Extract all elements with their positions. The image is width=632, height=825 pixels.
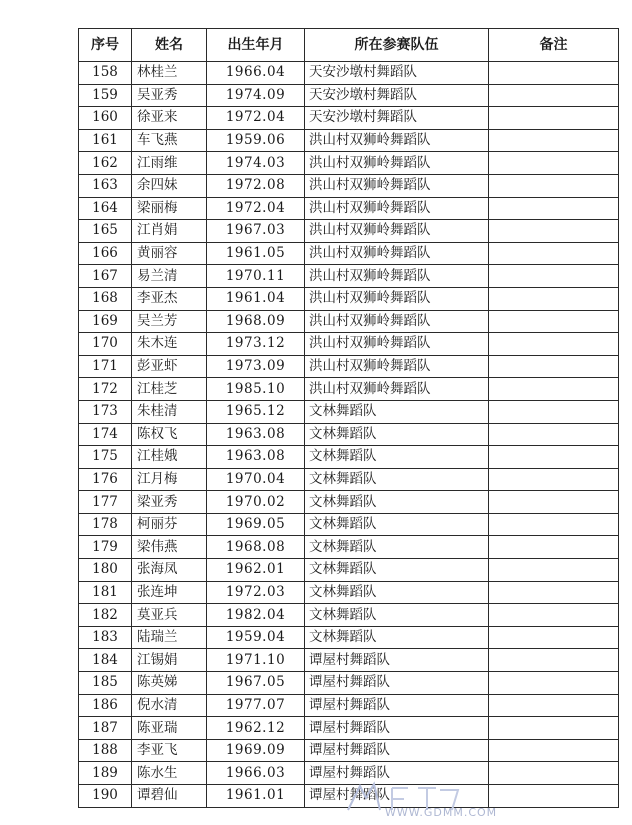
cell-birth: 1972.03 — [207, 581, 305, 604]
table-row — [79, 491, 619, 514]
cell-name: 陈英娣 — [132, 672, 207, 695]
cell-index: 175 — [79, 446, 132, 469]
cell-notes — [489, 559, 619, 582]
cell-team: 洪山村双狮岭舞蹈队 — [305, 242, 489, 265]
cell-notes — [489, 762, 619, 785]
cell-name: 张连坤 — [132, 581, 207, 604]
cell-index: 163 — [79, 174, 132, 197]
cell-notes — [489, 785, 619, 808]
cell-team: 文林舞蹈队 — [305, 423, 489, 446]
cell-notes — [489, 220, 619, 243]
cell-notes — [489, 626, 619, 649]
cell-name: 陈亚瑞 — [132, 717, 207, 740]
cell-notes — [489, 242, 619, 265]
cell-name: 梁亚秀 — [132, 491, 207, 514]
cell-birth: 1968.09 — [207, 310, 305, 333]
cell-index: 158 — [79, 62, 132, 85]
cell-birth: 1985.10 — [207, 378, 305, 401]
cell-birth: 1968.08 — [207, 536, 305, 559]
cell-team: 洪山村双狮岭舞蹈队 — [305, 378, 489, 401]
cell-notes — [489, 468, 619, 491]
cell-name: 吴兰芳 — [132, 310, 207, 333]
cell-team: 文林舞蹈队 — [305, 491, 489, 514]
cell-team: 洪山村双狮岭舞蹈队 — [305, 310, 489, 333]
cell-index: 173 — [79, 400, 132, 423]
cell-notes — [489, 604, 619, 627]
header-name: 姓名 — [132, 29, 207, 62]
cell-notes — [489, 400, 619, 423]
cell-name: 江锡娟 — [132, 649, 207, 672]
cell-name: 莫亚兵 — [132, 604, 207, 627]
table-row — [79, 423, 619, 446]
cell-birth: 1967.05 — [207, 672, 305, 695]
cell-team: 洪山村双狮岭舞蹈队 — [305, 152, 489, 175]
cell-index: 160 — [79, 107, 132, 130]
table-row — [79, 536, 619, 559]
cell-birth: 1982.04 — [207, 604, 305, 627]
cell-notes — [489, 536, 619, 559]
cell-notes — [489, 649, 619, 672]
table-row — [79, 468, 619, 491]
cell-team: 文林舞蹈队 — [305, 581, 489, 604]
cell-birth: 1972.04 — [207, 107, 305, 130]
table-row — [79, 581, 619, 604]
cell-index: 169 — [79, 310, 132, 333]
cell-index: 177 — [79, 491, 132, 514]
cell-birth: 1961.04 — [207, 287, 305, 310]
cell-team: 文林舞蹈队 — [305, 626, 489, 649]
cell-index: 167 — [79, 265, 132, 288]
cell-birth: 1970.02 — [207, 491, 305, 514]
cell-team: 天安沙墩村舞蹈队 — [305, 107, 489, 130]
cell-birth: 1974.09 — [207, 84, 305, 107]
cell-notes — [489, 197, 619, 220]
cell-index: 178 — [79, 513, 132, 536]
cell-birth: 1972.04 — [207, 197, 305, 220]
cell-birth: 1959.04 — [207, 626, 305, 649]
cell-name: 陈权飞 — [132, 423, 207, 446]
cell-name: 余四妹 — [132, 174, 207, 197]
cell-index: 185 — [79, 672, 132, 695]
cell-team: 文林舞蹈队 — [305, 468, 489, 491]
watermark-text: WWW.GDMM.COM — [385, 806, 498, 819]
cell-notes — [489, 739, 619, 762]
cell-team: 天安沙墩村舞蹈队 — [305, 62, 489, 85]
table-row — [79, 287, 619, 310]
cell-name: 江桂娥 — [132, 446, 207, 469]
cell-team: 谭屋村舞蹈队 — [305, 717, 489, 740]
cell-notes — [489, 513, 619, 536]
table-row — [79, 626, 619, 649]
cell-name: 梁丽梅 — [132, 197, 207, 220]
cell-birth: 1966.04 — [207, 62, 305, 85]
cell-name: 易兰清 — [132, 265, 207, 288]
cell-name: 江雨维 — [132, 152, 207, 175]
table-row — [79, 129, 619, 152]
header-team: 所在参赛队伍 — [305, 29, 489, 62]
cell-index: 166 — [79, 242, 132, 265]
cell-notes — [489, 265, 619, 288]
cell-notes — [489, 717, 619, 740]
cell-index: 171 — [79, 355, 132, 378]
table-body — [79, 62, 619, 808]
cell-birth: 1966.03 — [207, 762, 305, 785]
cell-birth: 1961.01 — [207, 785, 305, 808]
cell-birth: 1963.08 — [207, 446, 305, 469]
table-row — [79, 333, 619, 356]
cell-index: 183 — [79, 626, 132, 649]
cell-index: 187 — [79, 717, 132, 740]
cell-birth: 1970.11 — [207, 265, 305, 288]
cell-notes — [489, 174, 619, 197]
table-header — [79, 29, 619, 62]
cell-name: 车飞燕 — [132, 129, 207, 152]
cell-notes — [489, 423, 619, 446]
table-row — [79, 513, 619, 536]
cell-index: 176 — [79, 468, 132, 491]
cell-notes — [489, 491, 619, 514]
table-row — [79, 220, 619, 243]
table-row — [79, 174, 619, 197]
table-row — [79, 694, 619, 717]
cell-name: 林桂兰 — [132, 62, 207, 85]
cell-index: 165 — [79, 220, 132, 243]
cell-notes — [489, 446, 619, 469]
cell-name: 吴亚秀 — [132, 84, 207, 107]
cell-team: 谭屋村舞蹈队 — [305, 785, 489, 808]
header-notes: 备注 — [489, 29, 619, 62]
header-row — [79, 29, 619, 62]
cell-notes — [489, 310, 619, 333]
cell-index: 181 — [79, 581, 132, 604]
cell-name: 陆瑞兰 — [132, 626, 207, 649]
cell-name: 张海凤 — [132, 559, 207, 582]
cell-index: 172 — [79, 378, 132, 401]
cell-birth: 1961.05 — [207, 242, 305, 265]
cell-team: 洪山村双狮岭舞蹈队 — [305, 129, 489, 152]
cell-notes — [489, 129, 619, 152]
table-row — [79, 672, 619, 695]
table-row — [79, 446, 619, 469]
cell-team: 谭屋村舞蹈队 — [305, 649, 489, 672]
cell-team: 文林舞蹈队 — [305, 559, 489, 582]
table-row — [79, 107, 619, 130]
cell-notes — [489, 287, 619, 310]
table-row — [79, 559, 619, 582]
cell-index: 182 — [79, 604, 132, 627]
cell-notes — [489, 672, 619, 695]
cell-name: 谭碧仙 — [132, 785, 207, 808]
cell-index: 159 — [79, 84, 132, 107]
table-row — [79, 62, 619, 85]
cell-birth: 1973.09 — [207, 355, 305, 378]
cell-name: 朱木连 — [132, 333, 207, 356]
cell-name: 倪水清 — [132, 694, 207, 717]
table-row — [79, 197, 619, 220]
cell-name: 江肖娟 — [132, 220, 207, 243]
cell-index: 186 — [79, 694, 132, 717]
cell-team: 文林舞蹈队 — [305, 446, 489, 469]
cell-index: 161 — [79, 129, 132, 152]
table-row — [79, 649, 619, 672]
cell-name: 彭亚虾 — [132, 355, 207, 378]
table-row — [79, 152, 619, 175]
table-row — [79, 242, 619, 265]
table-row — [79, 84, 619, 107]
table-row — [79, 355, 619, 378]
cell-name: 江月梅 — [132, 468, 207, 491]
cell-name: 江桂芝 — [132, 378, 207, 401]
cell-team: 洪山村双狮岭舞蹈队 — [305, 220, 489, 243]
cell-team: 文林舞蹈队 — [305, 400, 489, 423]
cell-birth: 1962.12 — [207, 717, 305, 740]
cell-notes — [489, 84, 619, 107]
header-birth: 出生年月 — [207, 29, 305, 62]
table-row — [79, 604, 619, 627]
cell-team: 天安沙墩村舞蹈队 — [305, 84, 489, 107]
cell-birth: 1971.10 — [207, 649, 305, 672]
cell-notes — [489, 355, 619, 378]
cell-team: 谭屋村舞蹈队 — [305, 739, 489, 762]
cell-birth: 1970.04 — [207, 468, 305, 491]
cell-name: 李亚杰 — [132, 287, 207, 310]
cell-team: 谭屋村舞蹈队 — [305, 762, 489, 785]
cell-name: 徐亚来 — [132, 107, 207, 130]
cell-notes — [489, 107, 619, 130]
cell-name: 朱桂清 — [132, 400, 207, 423]
cell-team: 洪山村双狮岭舞蹈队 — [305, 174, 489, 197]
cell-notes — [489, 62, 619, 85]
header-index: 序号 — [79, 29, 132, 62]
cell-notes — [489, 152, 619, 175]
cell-index: 174 — [79, 423, 132, 446]
cell-name: 柯丽芬 — [132, 513, 207, 536]
cell-index: 179 — [79, 536, 132, 559]
cell-notes — [489, 378, 619, 401]
cell-team: 谭屋村舞蹈队 — [305, 672, 489, 695]
cell-index: 162 — [79, 152, 132, 175]
cell-name: 李亚飞 — [132, 739, 207, 762]
cell-team: 洪山村双狮岭舞蹈队 — [305, 197, 489, 220]
table-row — [79, 739, 619, 762]
cell-notes — [489, 333, 619, 356]
cell-index: 190 — [79, 785, 132, 808]
table-row — [79, 717, 619, 740]
table-row — [79, 762, 619, 785]
cell-name: 陈水生 — [132, 762, 207, 785]
cell-team: 文林舞蹈队 — [305, 604, 489, 627]
cell-birth: 1962.01 — [207, 559, 305, 582]
cell-birth: 1969.09 — [207, 739, 305, 762]
cell-team: 谭屋村舞蹈队 — [305, 694, 489, 717]
cell-notes — [489, 581, 619, 604]
cell-notes — [489, 694, 619, 717]
cell-team: 洪山村双狮岭舞蹈队 — [305, 265, 489, 288]
cell-index: 168 — [79, 287, 132, 310]
cell-birth: 1969.05 — [207, 513, 305, 536]
table-row — [79, 785, 619, 808]
cell-birth: 1972.08 — [207, 174, 305, 197]
cell-birth: 1959.06 — [207, 129, 305, 152]
table-row — [79, 400, 619, 423]
cell-team: 文林舞蹈队 — [305, 513, 489, 536]
cell-team: 洪山村双狮岭舞蹈队 — [305, 333, 489, 356]
table-row — [79, 378, 619, 401]
cell-team: 文林舞蹈队 — [305, 536, 489, 559]
table-row — [79, 310, 619, 333]
cell-birth: 1967.03 — [207, 220, 305, 243]
cell-birth: 1973.12 — [207, 333, 305, 356]
roster-table — [78, 28, 619, 808]
cell-index: 170 — [79, 333, 132, 356]
cell-name: 梁伟燕 — [132, 536, 207, 559]
cell-index: 184 — [79, 649, 132, 672]
cell-index: 180 — [79, 559, 132, 582]
cell-team: 洪山村双狮岭舞蹈队 — [305, 355, 489, 378]
cell-birth: 1977.07 — [207, 694, 305, 717]
cell-birth: 1963.08 — [207, 423, 305, 446]
cell-team: 洪山村双狮岭舞蹈队 — [305, 287, 489, 310]
cell-name: 黄丽容 — [132, 242, 207, 265]
table-row — [79, 265, 619, 288]
cell-index: 164 — [79, 197, 132, 220]
cell-birth: 1974.03 — [207, 152, 305, 175]
cell-index: 188 — [79, 739, 132, 762]
cell-index: 189 — [79, 762, 132, 785]
cell-birth: 1965.12 — [207, 400, 305, 423]
